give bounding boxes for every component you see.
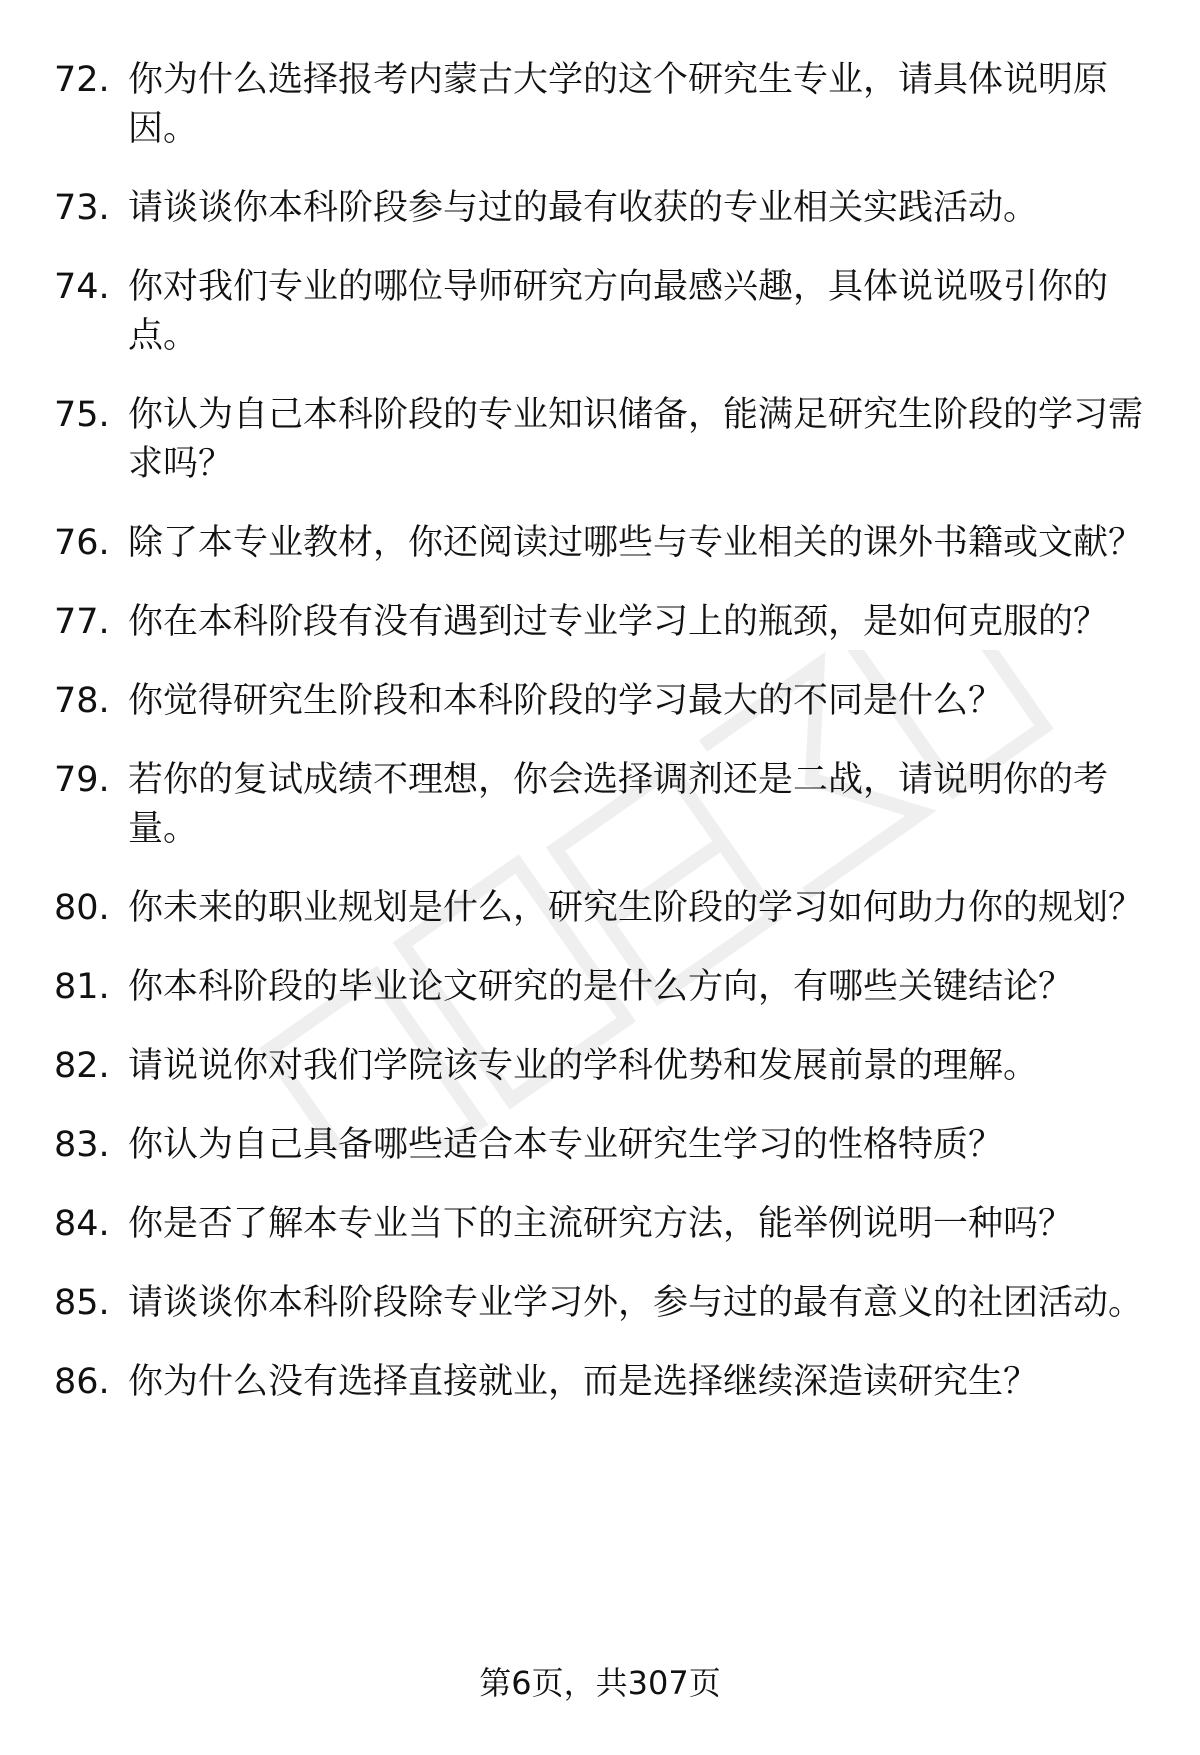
- question-number: 77.: [54, 602, 110, 642]
- question-item: [54, 677, 1154, 726]
- question-item: [54, 1121, 1154, 1170]
- question-item: [54, 963, 1154, 1012]
- question-item: [54, 598, 1154, 647]
- question-item: [54, 1042, 1154, 1091]
- question-number: 86.: [54, 1362, 110, 1402]
- question-item: [54, 1200, 1154, 1249]
- question-item: [54, 884, 1154, 933]
- question-number: 74.: [54, 267, 110, 307]
- question-text: 你认为自己具备哪些适合本专业研究生学习的性格特质？: [128, 1125, 1004, 1165]
- question-number: 83.: [54, 1125, 110, 1165]
- question-number: 80.: [54, 888, 110, 928]
- question-item: [54, 56, 1154, 154]
- question-text: 你为什么选择报考内蒙古大学的这个研究生专业，请具体说明原因。: [128, 60, 1109, 149]
- question-text: 请说说你对我们学院该专业的学科优势和发展前景的理解。: [128, 1046, 1039, 1086]
- question-number: 73.: [54, 188, 110, 228]
- question-item: [54, 1358, 1154, 1407]
- question-text: 你为什么没有选择直接就业，而是选择继续深造读研究生？: [128, 1362, 1039, 1402]
- question-text: 你认为自己本科阶段的专业知识储备，能满足研究生阶段的学习需求吗？: [128, 395, 1144, 484]
- question-number: 78.: [54, 681, 110, 721]
- question-text: 你觉得研究生阶段和本科阶段的学习最大的不同是什么？: [128, 681, 1004, 721]
- question-number: 85.: [54, 1283, 110, 1323]
- question-text: 你对我们专业的哪位导师研究方向最感兴趣，具体说说吸引你的点。: [128, 267, 1109, 356]
- question-text: 你本科阶段的毕业论文研究的是什么方向，有哪些关键结论？: [128, 967, 1074, 1007]
- question-text: 你未来的职业规划是什么，研究生阶段的学习如何助力你的规划？: [128, 888, 1144, 928]
- page-footer: 第6页，共307页: [479, 1664, 721, 1702]
- question-item: [54, 519, 1154, 568]
- question-item: [54, 391, 1154, 489]
- question-number: 76.: [54, 523, 110, 563]
- question-number: 75.: [54, 395, 110, 435]
- question-text: 请谈谈你本科阶段除专业学习外，参与过的最有意义的社团活动。: [128, 1283, 1144, 1323]
- question-text: 你是否了解本专业当下的主流研究方法，能举例说明一种吗？: [128, 1204, 1074, 1244]
- question-list: [54, 56, 1154, 1437]
- question-text: 若你的复试成绩不理想，你会选择调剂还是二战，请说明你的考量。: [128, 760, 1109, 849]
- question-item: [54, 263, 1154, 361]
- question-item: [54, 184, 1154, 233]
- question-number: 81.: [54, 967, 110, 1007]
- question-text: 除了本专业教材，你还阅读过哪些与专业相关的课外书籍或文献？: [128, 523, 1144, 563]
- question-text: 你在本科阶段有没有遇到过专业学习上的瓶颈，是如何克服的？: [128, 602, 1109, 642]
- question-number: 82.: [54, 1046, 110, 1086]
- question-number: 72.: [54, 60, 110, 100]
- question-item: [54, 1279, 1154, 1328]
- question-item: [54, 756, 1154, 854]
- question-number: 84.: [54, 1204, 110, 1244]
- question-text: 请谈谈你本科阶段参与过的最有收获的专业相关实践活动。: [128, 188, 1039, 228]
- question-number: 79.: [54, 760, 110, 800]
